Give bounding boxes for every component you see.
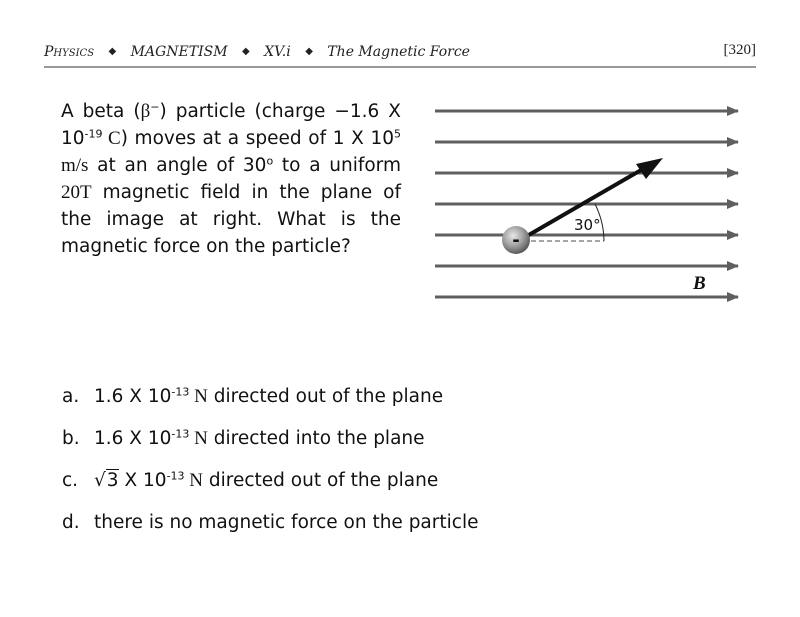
field-lines [435, 111, 738, 297]
separator-icon: ◆ [108, 46, 117, 57]
breadcrumb-unit: MAGNETISM [130, 44, 228, 60]
answer-choices [62, 386, 478, 554]
question-text: A beta (β−) particle (charge −1.6 X $10^{-19}$ C) moves at a speed of 1 X $10^5$ m/s at an angle of 30$^o$ to a uniform 20T magnetic field in the plane of the image at right. What is the magnetic force on the particle? [61, 100, 401, 257]
breadcrumb-section: XV.i [264, 44, 291, 60]
velocity-arrowhead-icon [636, 158, 663, 179]
separator-icon: ◆ [305, 46, 313, 57]
breadcrumb-topic: The Magnetic Force [327, 44, 470, 60]
answer-a[interactable]: a. 1.6 X $10^{-13}$ N directed out of the plane [62, 385, 444, 407]
answer-b[interactable]: b. 1.6 X $10^{-13}$ N directed into the plane [62, 427, 425, 449]
sqrt-icon: √3 [94, 470, 119, 491]
separator-icon: ◆ [242, 46, 250, 57]
breadcrumb-subject: Physics [44, 44, 95, 60]
field-label: B [693, 273, 706, 294]
angle-label: 30° [574, 216, 601, 234]
page-number: [320] [723, 42, 756, 58]
answer-d[interactable]: d. there is no magnetic force on the particle [62, 512, 479, 533]
particle-charge-sign: - [512, 230, 520, 251]
answer-c[interactable]: c. √3 X $10^{-13}$ N directed out of the plane [62, 469, 439, 491]
